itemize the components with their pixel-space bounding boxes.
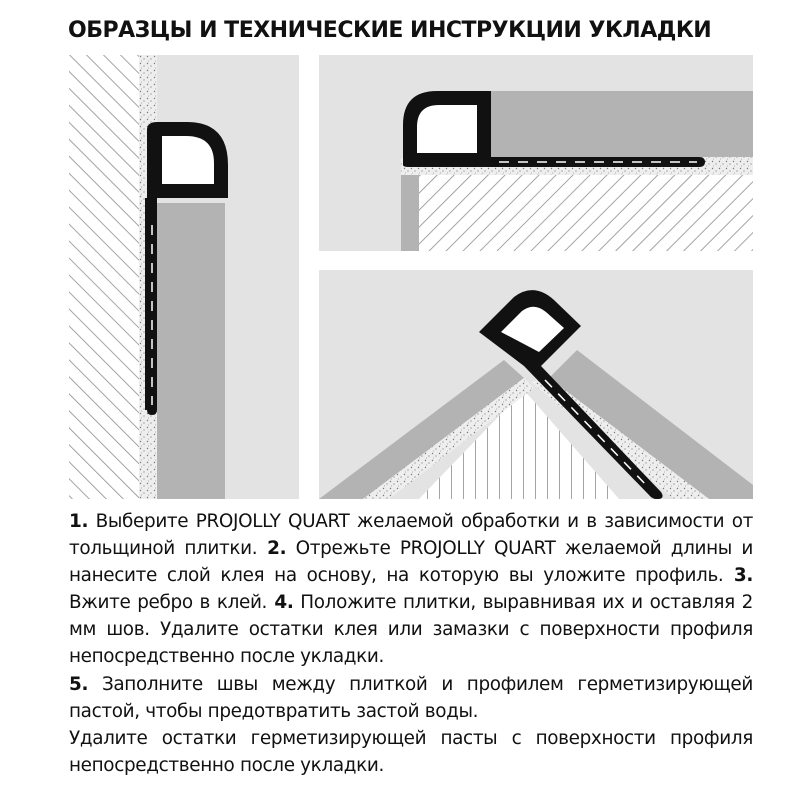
step-5-number: 5. <box>69 673 89 695</box>
step-1-text: Выберите PROJOLLY QUART желаемой обработки и в зависимости от тольщиной плитки. <box>69 511 753 560</box>
final-note-text: Удалите остатки герметизирующей пасты с поверхности профиля непосредственно после укладки. <box>69 727 753 776</box>
step-4-number: 4. <box>267 592 294 614</box>
step-2-text: Отрежьте PROJOLLY QUART желаемой длины и нанесите слой клея на основу, на которую вы уложите профиль. <box>69 538 753 587</box>
external-corner-installation-illustration <box>319 270 753 499</box>
step-3-text: Вжите ребро в клей. <box>69 592 268 614</box>
vertical-wall-installation-illustration <box>69 55 299 499</box>
wall-substrate <box>69 55 139 499</box>
wall-tile <box>157 203 225 499</box>
floor-tile <box>491 91 753 157</box>
instructions-text <box>69 508 753 779</box>
step-4-text: Положите плитки, выравнивая их и оставляя 2 мм шов. Удалите остатки клея или замазки с поверхности профиля непосредственно после укладки. <box>69 592 753 668</box>
page-title: ОБРАЗЦЫ И ТЕХНИЧЕСКИЕ ИНСТРУКЦИИ УКЛАДКИ <box>68 18 712 43</box>
floor-edge-installation-illustration <box>319 55 753 251</box>
step-1-number: 1. <box>69 511 89 532</box>
step-2-number: 2. <box>257 538 287 560</box>
step-5-text: Заполните швы между плиткой и профилем герметизирующей пастой, чтобы предотвратить застой воды. <box>69 673 753 722</box>
floor-substrate <box>419 175 753 251</box>
step-3-number: 3. <box>723 565 753 587</box>
